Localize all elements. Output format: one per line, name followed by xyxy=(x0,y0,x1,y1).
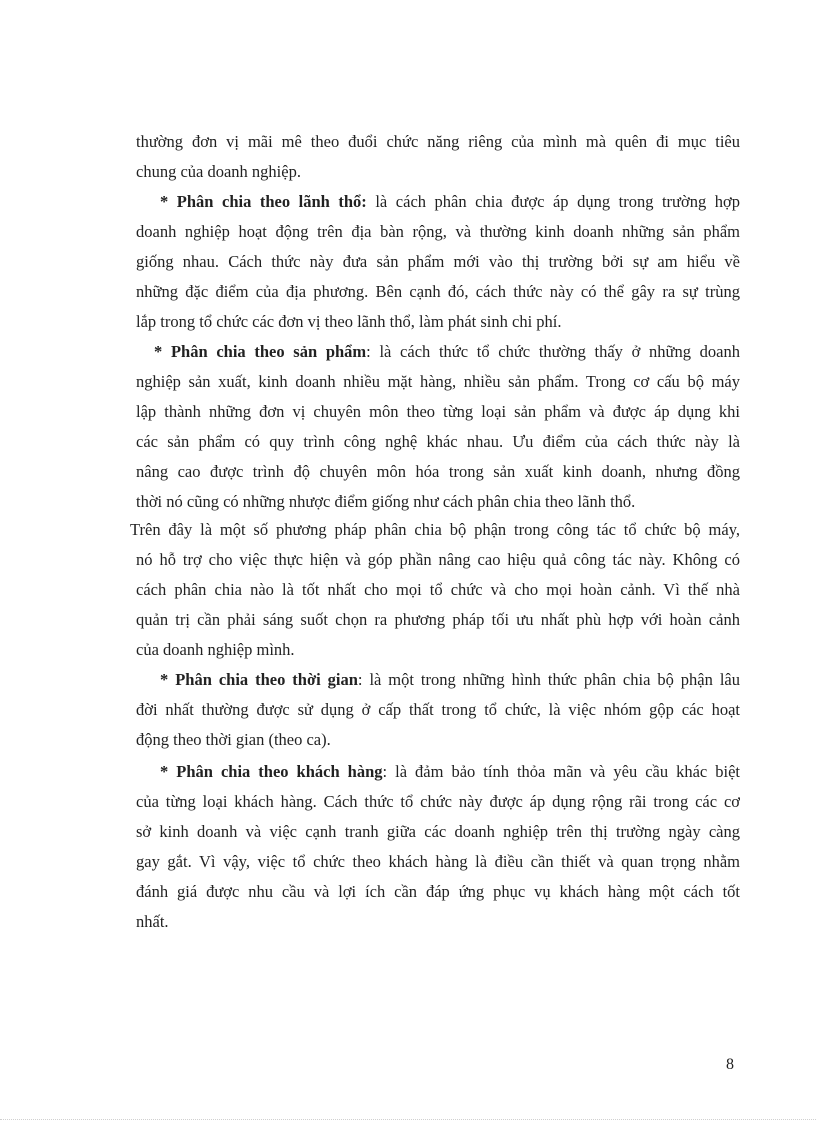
bold-heading: * Phân chia theo khách hàng xyxy=(160,762,383,781)
text-line: thời nó cũng có những nhược điểm giống như cách phân chia theo lãnh thổ. xyxy=(136,492,636,511)
text-line: các sản phẩm có quy trình công nghệ khác nhau. Ưu điểm của cách thức này là xyxy=(136,432,740,451)
text-line: nghiệp sản xuất, kinh doanh nhiều mặt hàng, nhiều sản phẩm. Trong cơ cấu bộ máy xyxy=(136,372,740,391)
bold-heading: * Phân chia theo sản phẩm xyxy=(154,342,367,361)
paragraph-heading-territory xyxy=(160,187,740,217)
page-bottom-divider xyxy=(0,1119,816,1120)
heading-description: : là đảm bảo tính thỏa mãn và yêu cầu khác biệt xyxy=(382,762,740,781)
bold-heading: * Phân chia theo lãnh thổ: xyxy=(160,192,367,211)
text-line: của từng loại khách hàng. Cách thức tổ chức này được áp dụng rộng rãi trong các cơ xyxy=(136,792,740,811)
paragraph-heading-time xyxy=(160,665,740,695)
text-line: lắp trong tổ chức các đơn vị theo lãnh thổ, làm phát sinh chi phí. xyxy=(136,312,562,331)
heading-description: là cách phân chia được áp dụng trong trường hợp xyxy=(366,192,740,211)
text-line: doanh nghiệp hoạt động trên địa bàn rộng, và thường kinh doanh những sản phẩm xyxy=(136,222,740,241)
text-line: gay gắt. Vì vậy, việc tổ chức theo khách hàng là điều cần thiết và quan trọng nhằm xyxy=(136,852,740,871)
text-line: động theo thời gian (theo ca). xyxy=(136,730,331,749)
heading-description: : là một trong những hình thức phân chia bộ phận lâu xyxy=(357,670,740,689)
text-line: những đặc điểm của địa phương. Bên cạnh đó, cách thức này có thể gây ra sự trùng xyxy=(136,282,740,301)
text-line: sở kinh doanh và việc cạnh tranh giữa các doanh nghiệp trên thị trường ngày càng xyxy=(136,822,740,841)
heading-description: : là cách thức tổ chức thường thấy ở những doanh xyxy=(366,342,740,361)
text-line: thường đơn vị mãi mê theo đuổi chức năng riêng của mình mà quên đi mục tiêu xyxy=(136,132,740,151)
text-line: Trên đây là một số phương pháp phân chia bộ phận trong công tác tổ chức bộ máy, xyxy=(130,520,740,539)
text-line: lập thành những đơn vị chuyên môn theo từng loại sản phẩm và được áp dụng khi xyxy=(136,402,740,421)
text-line: đánh giá được nhu cầu và lợi ích cần đáp ứng phục vụ khách hàng một cách tốt xyxy=(136,882,740,901)
text-line: đời nhất thường được sử dụng ở cấp thất trong tổ chức, là việc nhóm gộp các hoạt xyxy=(136,700,740,719)
paragraph-heading-product xyxy=(154,337,740,367)
text-line: nhất. xyxy=(136,912,169,931)
text-line: của doanh nghiệp mình. xyxy=(136,640,295,659)
text-line: giống nhau. Cách thức này đưa sản phẩm mới vào thị trường bởi sự am hiểu về xyxy=(136,252,740,271)
text-line: chung của doanh nghiệp. xyxy=(136,162,301,181)
text-line: cách phân chia nào là tốt nhất cho mọi tổ chức và cho mọi hoàn cảnh. Vì thế nhà xyxy=(136,580,740,599)
paragraph-heading-customer xyxy=(160,757,740,787)
text-line: quản trị cần phải sáng suốt chọn ra phương pháp tối ưu nhất phù hợp với hoàn cảnh xyxy=(136,610,740,629)
bold-heading: * Phân chia theo thời gian xyxy=(160,670,358,689)
text-line: nó hỗ trợ cho việc thực hiện và góp phần nâng cao hiệu quả công tác này. Không có xyxy=(136,550,740,569)
text-line: nâng cao được trình độ chuyên môn hóa trong sản xuất kinh doanh, nhưng đồng xyxy=(136,462,740,481)
page-number: 8 xyxy=(726,1056,734,1073)
